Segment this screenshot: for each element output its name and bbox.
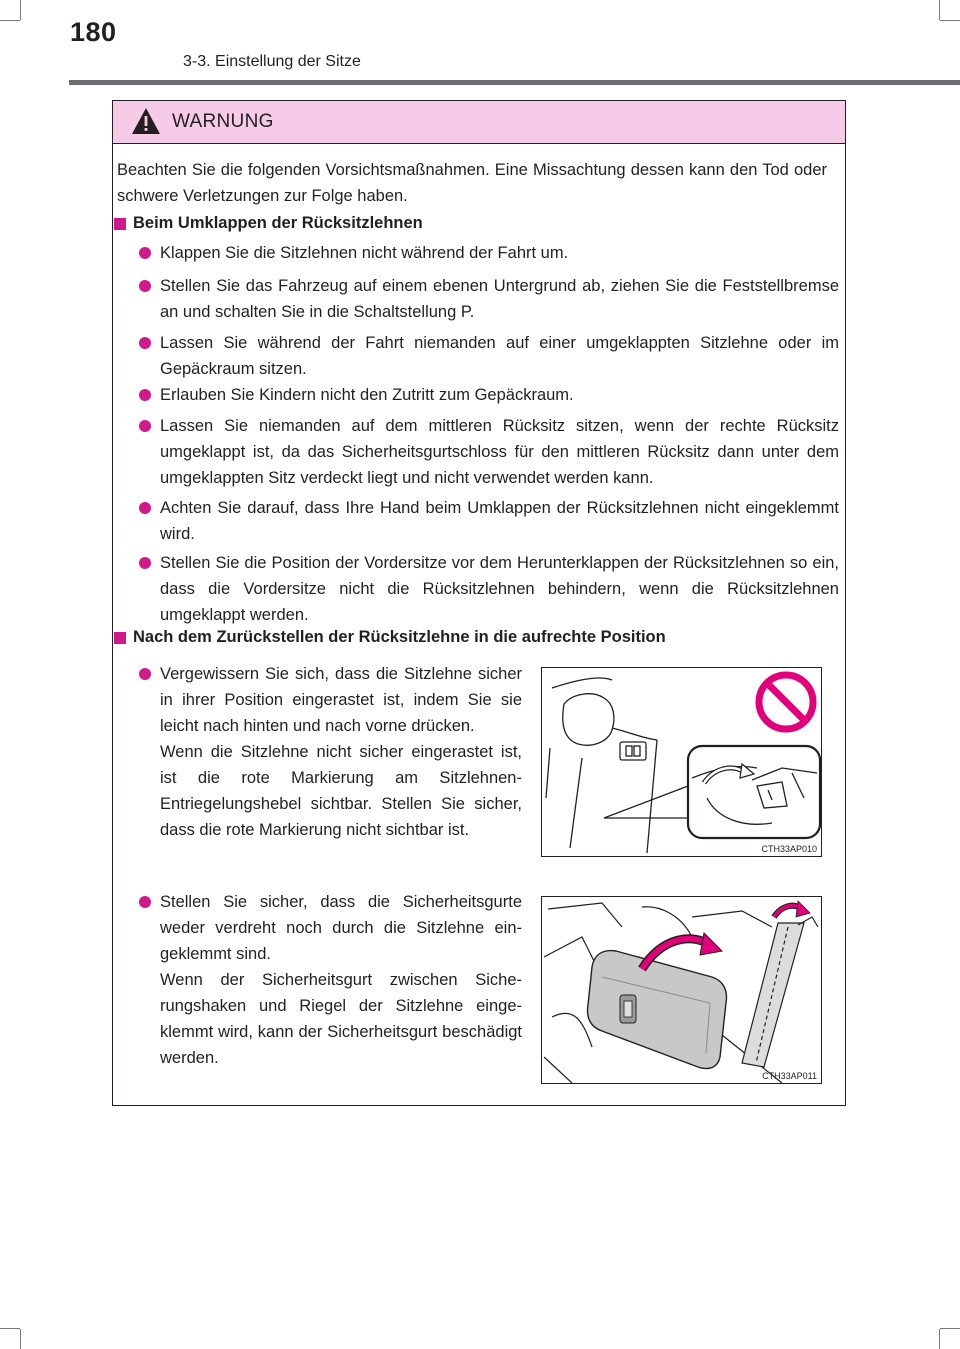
list-item-text: Vergewissern Sie sich, dass die Sitzlehne sicher in ihrer Position eingerastet ist, indem Sie sie leicht nach hinten und nach vorne drücken. bbox=[160, 665, 522, 735]
list-item bbox=[139, 413, 839, 491]
section2-heading bbox=[113, 628, 666, 647]
bullet-dot-icon bbox=[139, 896, 151, 908]
warning-header bbox=[113, 101, 845, 144]
list-item-text: Stellen Sie sicher, dass die Sicherheitsgurte weder verdreht noch durch die Sitzlehne eingeklemmt sind. bbox=[160, 893, 522, 963]
list-item-text: Lassen Sie während der Fahrt niemanden auf einer umgeklappten Sitzlehne oder im Gepäckraum sitzen. bbox=[160, 334, 839, 378]
warning-intro: Beachten Sie die folgenden Vorsichtsmaßnahmen. Eine Missachtung dessen kann den Tod oder schwere Verletzungen zur Folge haben. bbox=[117, 161, 827, 205]
bullet-dot-icon bbox=[139, 502, 151, 514]
crop-mark bbox=[939, 0, 940, 20]
bullet-dot-icon bbox=[139, 247, 151, 259]
list-item-text: Achten Sie darauf, dass Ihre Hand beim Umklappen der Rücksitzlehnen nicht eingeklemmt wird. bbox=[160, 499, 839, 543]
seat-lock-illustration bbox=[542, 668, 822, 857]
section-title: 3-3. Einstellung der Sitze bbox=[183, 53, 361, 70]
warning-title: WARNUNG bbox=[172, 111, 274, 132]
crop-mark bbox=[20, 1329, 21, 1349]
figure-seat-belt bbox=[541, 896, 822, 1084]
section1-heading-text: Beim Umklappen der Rücksitzlehnen bbox=[133, 214, 423, 232]
bullet-dot-icon bbox=[139, 280, 151, 292]
bullet-dot-icon bbox=[139, 557, 151, 569]
list-item-text: Stellen Sie die Position der Vordersitze vor dem Herunterklappen der Rücksitzlehnen so ein, dass die Vordersitze nicht die Rücksitzlehnen behindern, wenn die Rücksitzlehnen umgeklappt werden. bbox=[160, 554, 839, 624]
crop-mark bbox=[20, 0, 21, 20]
list-item bbox=[139, 889, 522, 1071]
section1-heading bbox=[113, 214, 423, 233]
crop-mark bbox=[939, 1329, 940, 1349]
list-item-text: Klappen Sie die Sitzlehnen nicht während der Fahrt um. bbox=[160, 244, 569, 262]
list-item-text: Stellen Sie das Fahrzeug auf einem ebenen Untergrund ab, ziehen Sie die Feststellbremse an und schalten Sie in die Schaltstellung P. bbox=[160, 277, 839, 321]
header-rule bbox=[69, 80, 960, 85]
figure-code: CTH33AP011 bbox=[762, 1071, 817, 1081]
list-item bbox=[139, 550, 839, 628]
warning-box bbox=[112, 100, 846, 1106]
list-item bbox=[139, 240, 839, 266]
square-bullet-icon bbox=[114, 218, 126, 230]
section2-heading-text: Nach dem Zurückstellen der Rücksitzlehne in die aufrechte Position bbox=[133, 628, 666, 646]
crop-mark bbox=[940, 20, 960, 21]
square-bullet-icon bbox=[114, 632, 126, 644]
page-number: 180 bbox=[70, 17, 117, 47]
seat-belt-illustration bbox=[542, 897, 822, 1084]
list-item-text: Erlauben Sie Kindern nicht den Zutritt zum Gepäckraum. bbox=[160, 386, 574, 404]
bullet-dot-icon bbox=[139, 668, 151, 680]
list-item bbox=[139, 661, 522, 843]
crop-mark bbox=[0, 20, 20, 21]
list-item-text: Lassen Sie niemanden auf dem mittleren Rücksitz sitzen, wenn der rechte Rücksitz umgeklappt ist, da das Sicherheitsgurtschloss für den mittleren Rücksitz dann unter dem umgeklappten Sitz verdeckt liegt und nicht verwendet werden kann. bbox=[160, 417, 839, 487]
bullet-dot-icon bbox=[139, 420, 151, 432]
crop-mark bbox=[0, 1328, 20, 1329]
list-item bbox=[139, 330, 839, 382]
crop-mark bbox=[940, 1328, 960, 1329]
list-item-note: Wenn die Sitzlehne nicht sicher eingerastet ist, ist die rote Markierung am SitzlehnenEntriegelungshebel sichtbar. Stellen Sie sicher, dass die rote Markierung nicht sichtbar ist. bbox=[160, 743, 522, 839]
warning-triangle-icon bbox=[131, 107, 161, 135]
list-item bbox=[139, 273, 839, 325]
list-item bbox=[139, 382, 839, 408]
bullet-dot-icon bbox=[139, 389, 151, 401]
bullet-dot-icon bbox=[139, 337, 151, 349]
list-item-note: Wenn der Sicherheitsgurt zwischen Sicherungshaken und Riegel der Sitzlehne eingeklemmt wird, kann der Sicherheitsgurt beschädigt werden. bbox=[160, 971, 522, 1067]
figure-seat-lock bbox=[541, 667, 822, 857]
list-item bbox=[139, 495, 839, 547]
figure-code: CTH33AP010 bbox=[761, 844, 817, 854]
